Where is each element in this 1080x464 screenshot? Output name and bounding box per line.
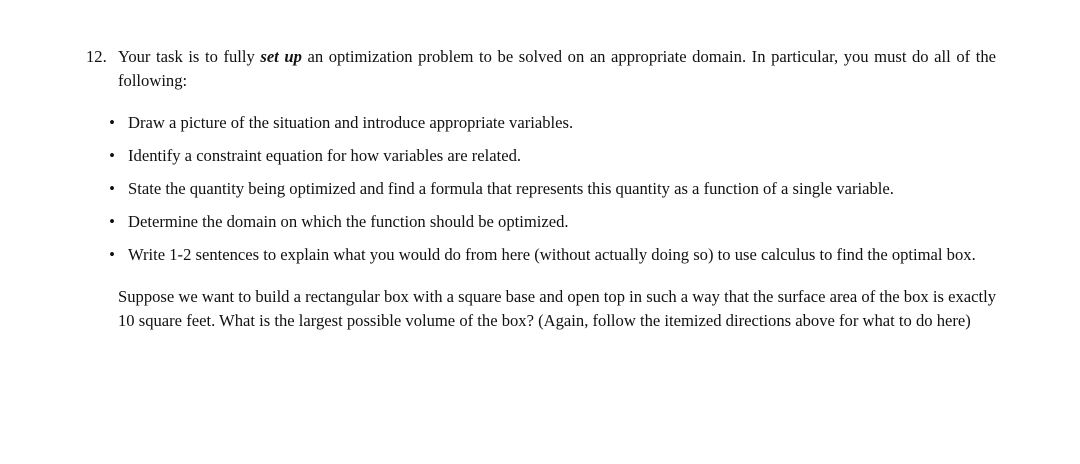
- task-item: [109, 177, 996, 201]
- task-list: [86, 111, 996, 267]
- problem-12: [86, 45, 996, 333]
- task-text: State the quantity being optimized and find a formula that represents this quantity as a function of a single variable.: [128, 179, 894, 198]
- bullet: •: [109, 113, 115, 132]
- bullet: •: [109, 212, 115, 231]
- scenario-paragraph: Suppose we want to build a rectangular box with a square base and open top in such a way that the surface area of the box is exactly 10 square feet. What is the largest possible volume of the box? (Again, follow the itemized directions above for what to do here): [118, 287, 996, 330]
- intro-text-after: an optimization problem to be solved on an appropriate domain. In particular, you must do all of the following:: [118, 47, 997, 90]
- bullet: •: [109, 245, 115, 264]
- problem-intro: [118, 45, 996, 93]
- intro-emphasis: set up: [260, 47, 302, 66]
- task-item: [109, 144, 996, 168]
- intro-text-before: Your task is to fully: [118, 47, 261, 66]
- task-text: Draw a picture of the situation and introduce appropriate variables.: [128, 113, 574, 132]
- task-text: Identify a constraint equation for how variables are related.: [128, 146, 522, 165]
- problem-number: 12.: [86, 47, 107, 66]
- task-text: Write 1-2 sentences to explain what you would do from here (without actually doing so) to use calculus to find the optimal box.: [128, 245, 976, 264]
- task-item: [109, 111, 996, 135]
- problem-header: [86, 45, 996, 93]
- bullet: •: [109, 146, 115, 165]
- task-text: Determine the domain on which the function should be optimized.: [128, 212, 569, 231]
- task-item: [109, 243, 996, 267]
- task-item: [109, 210, 996, 234]
- bullet: •: [109, 179, 115, 198]
